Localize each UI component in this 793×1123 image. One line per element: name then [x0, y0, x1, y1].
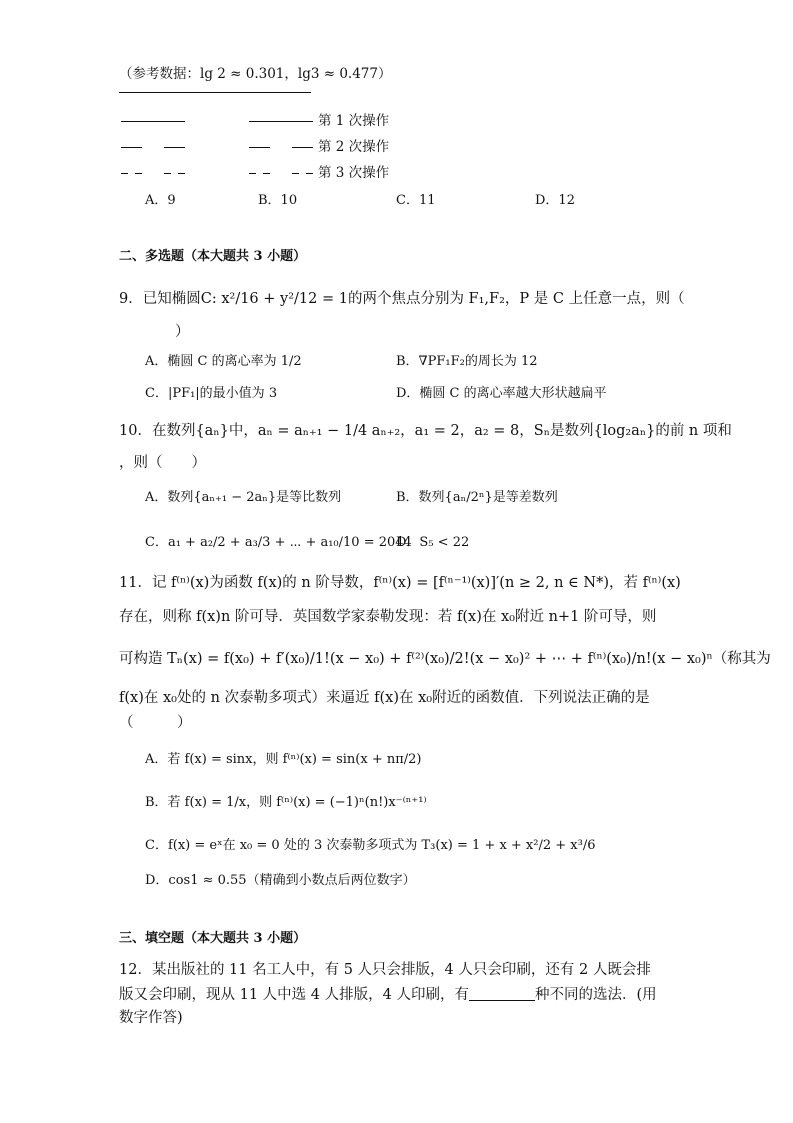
q11-line-5: （ ） — [119, 715, 192, 731]
segment-op2-1 — [121, 147, 142, 148]
q11-option-b: B．若 f(x) = 1/x，则 f⁽ⁿ⁾(x) = (−1)ⁿ(n!)x⁻⁽ⁿ⁺¹⁾ — [145, 795, 427, 810]
q12-answer-blank[interactable] — [469, 986, 535, 1001]
q9-stem-end: ） — [175, 324, 190, 340]
q12-line-2 — [119, 985, 657, 1005]
q9-option-a: A．椭圆 C 的离心率为 1/2 — [145, 354, 302, 369]
q9-option-d: D．椭圆 C 的离心率越大形状越扁平 — [396, 386, 607, 401]
q10-option-a: A．数列{aₙ₊₁ − 2aₙ}是等比数列 — [145, 490, 342, 505]
segment-right-op1 — [249, 121, 313, 122]
q11-line-4: f(x)在 x₀处的 n 次泰勒多项式）来逼近 f(x)在 x₀附近的函数值．下列说法正确的是 — [119, 690, 650, 706]
q11-line-1: 11．记 f⁽ⁿ⁾(x)为函数 f(x)的 n 阶导数，f⁽ⁿ⁾(x) = [f⁽ⁿ⁻¹⁾(x)]′(n ≥ 2, n ∈ N*)，若 f⁽ⁿ⁾(x) — [119, 575, 681, 591]
segment-op3-4 — [178, 173, 185, 174]
section-fill-in-title: 三、填空题（本大题共 3 小题） — [119, 931, 307, 946]
q12-line-2a: 版又会印刷，现从 11 人中选 4 人排版，4 人印刷，有 — [119, 987, 469, 1003]
section-multiple-choice-title: 二、多选题（本大题共 3 小题） — [119, 249, 307, 264]
q12-line-2b: 种不同的选法．(用 — [534, 987, 657, 1003]
segment-op3-6 — [263, 173, 270, 174]
segment-left-op1 — [121, 121, 185, 122]
segment-op2-3 — [249, 147, 270, 148]
segment-op2-2 — [164, 147, 185, 148]
segment-op3-7 — [292, 173, 299, 174]
q9-option-b: B．∇PF₁F₂的周长为 12 — [396, 354, 538, 369]
q9-stem-b: 的两个焦点分别为 F₁,F₂，P 是 C 上任意一点，则（ — [347, 291, 685, 307]
segment-op3-2 — [135, 173, 142, 174]
original-segment — [119, 92, 311, 93]
q10-stem-end: ，则（ ） — [119, 455, 206, 471]
q10-option-d: D．S₅ < 22 — [396, 535, 470, 550]
q9-ellipse-equation: C: x²/16 + y²/12 = 1 — [200, 291, 348, 307]
segment-op2-4 — [292, 147, 313, 148]
reference-data: （参考数据：lg 2 ≈ 0.301，lg3 ≈ 0.477） — [119, 66, 392, 82]
q11-line-2: 存在，则称 f(x)n 阶可导．英国数学家泰勒发现：若 f(x)在 x₀附近 n+1 阶可导，则 — [119, 609, 657, 625]
q10-stem: 10．在数列{aₙ}中，aₙ = aₙ₊₁ − 1/4 aₙ₊₂，a₁ = 2，a₂ = 8，Sₙ是数列{log₂aₙ}的前 n 项和 — [119, 423, 732, 439]
segment-op3-5 — [249, 173, 256, 174]
q8-option-c: C．11 — [396, 193, 436, 208]
segment-op3-1 — [121, 173, 128, 174]
q8-option-d: D．12 — [535, 193, 575, 208]
q8-option-b: B．10 — [258, 193, 298, 208]
q11-option-a: A．若 f(x) = sinx，则 f⁽ⁿ⁾(x) = sin(x + nπ/2) — [145, 752, 422, 767]
q10-option-c: C．a₁ + a₂/2 + a₃/3 + ⋯ + a₁₀/10 = 2044 — [145, 535, 412, 550]
segment-op3-3 — [164, 173, 171, 174]
q10-option-b: B．数列{aₙ/2ⁿ}是等差数列 — [396, 490, 558, 505]
q9-stem — [119, 289, 685, 309]
op1-label: 第 1 次操作 — [318, 113, 390, 129]
op3-label: 第 3 次操作 — [318, 165, 390, 181]
q12-line-3: 数字作答) — [119, 1010, 183, 1026]
segment-op3-8 — [306, 173, 313, 174]
q9-option-c: C．|PF₁|的最小值为 3 — [145, 386, 278, 401]
q9-stem-a: 9．已知椭圆 — [119, 291, 201, 307]
op2-label: 第 2 次操作 — [318, 139, 390, 155]
q11-option-c: C．f(x) = eˣ在 x₀ = 0 处的 3 次泰勒多项式为 T₃(x) = 1 + x + x²/2 + x³/6 — [145, 838, 596, 853]
q11-option-d: D．cos1 ≈ 0.55（精确到小数点后两位数字） — [145, 873, 416, 888]
q12-line-1: 12．某出版社的 11 名工人中，有 5 人只会排版，4 人只会印刷，还有 2 人既会排 — [119, 962, 651, 978]
q11-line-3: 可构造 Tₙ(x) = f(x₀) + f′(x₀)/1!(x − x₀) + f⁽²⁾(x₀)/2!(x − x₀)² + ⋯ + f⁽ⁿ⁾(x₀)/n!(x − x₀)ⁿ（称其为 — [119, 651, 771, 667]
q8-option-a: A．9 — [145, 193, 176, 208]
